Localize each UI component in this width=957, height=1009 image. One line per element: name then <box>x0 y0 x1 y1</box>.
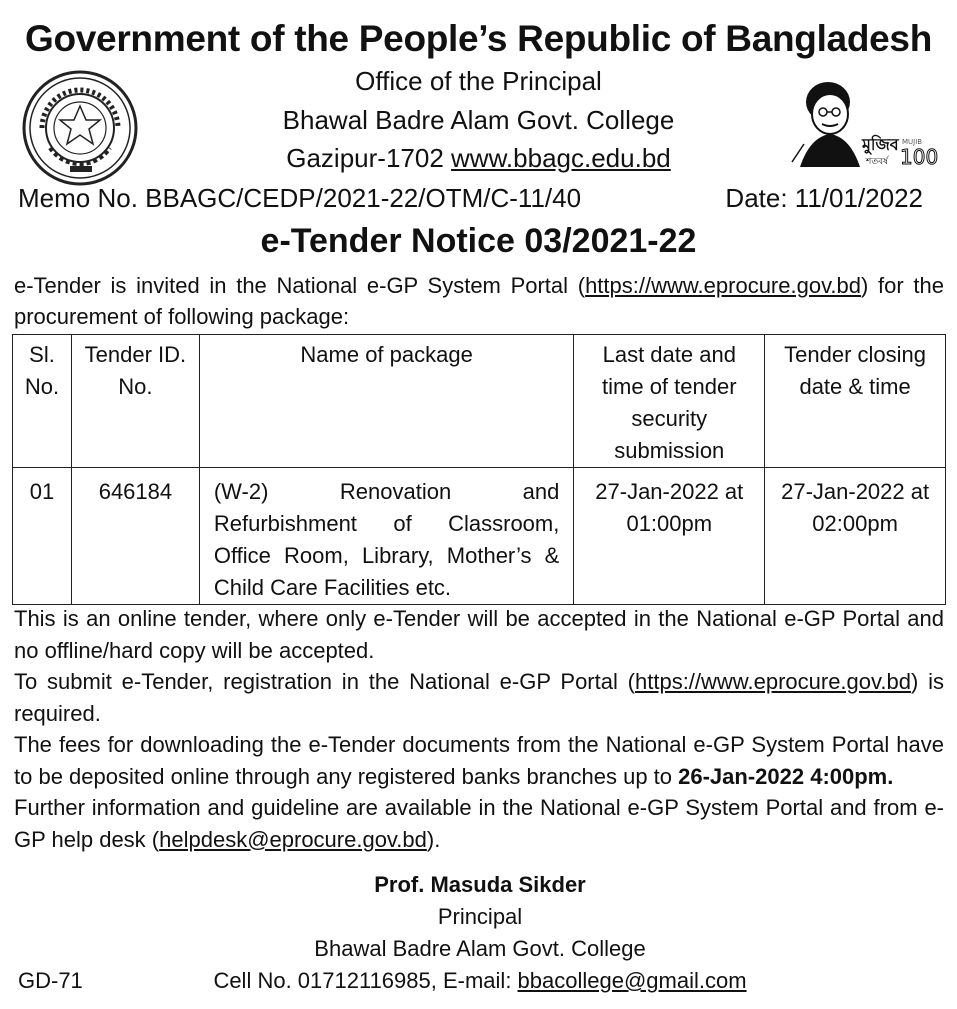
cell-last-date: 27-Jan-2022 at 01:00pm <box>574 468 765 605</box>
registration-paragraph <box>14 666 944 729</box>
college-address <box>0 143 957 174</box>
intro-text-after: ) for the procurement of following package: <box>14 273 944 329</box>
contact-text: Cell No. 01712116985, E-mail: <box>213 968 518 993</box>
website-link[interactable]: www.bbagc.edu.bd <box>451 143 671 173</box>
government-title: Government of the People’s Republic of Bangladesh <box>24 18 932 59</box>
signatory-title: Principal <box>437 904 523 929</box>
signatory-contact <box>160 968 800 994</box>
cell-package: (W-2) Renovation and Refurbishment of Classroom, Office Room, Library, Mother’s & Child Care Facilities etc. <box>199 468 574 605</box>
eprocure-link[interactable]: https://www.eprocure.gov.bd <box>585 273 862 298</box>
intro-paragraph <box>14 270 944 332</box>
table-header-row <box>13 335 946 468</box>
header-package: Name of package <box>199 335 574 468</box>
svg-text:100: 100 <box>900 145 939 169</box>
svg-text:শতবর্ষ: শতবর্ষ <box>866 157 889 167</box>
intro-text-before: e-Tender is invited in the National e-GP System Portal ( <box>14 273 586 298</box>
helpdesk-email-link[interactable]: helpdesk@eprocure.gov.bd <box>159 826 427 852</box>
fees-text: The fees for downloading the e-Tender documents from the National e-GP System Portal have to be deposited online through any registered banks branches up to <box>14 732 944 789</box>
notice-title: e-Tender Notice 03/2021-22 <box>260 222 697 260</box>
gd-code: GD-71 <box>18 968 83 993</box>
contact-email-link[interactable]: bbacollege@gmail.com <box>517 968 747 993</box>
signatory-name: Prof. Masuda Sikder <box>374 872 586 897</box>
registration-text-before: To submit e-Tender, registration in the National e-GP Portal ( <box>14 669 635 694</box>
header-tender-id: Tender ID. No. <box>71 335 199 468</box>
helpdesk-text-before: Further information and guideline are available in the National e-GP System Portal and from e-GP help desk ( <box>14 795 944 852</box>
fees-deadline: 26-Jan-2022 4:00pm. <box>678 763 894 789</box>
header-sl: Sl. No. <box>13 335 72 468</box>
notice-date: Date: 11/01/2022 <box>725 183 923 213</box>
office-name: Office of the Principal <box>355 66 602 96</box>
memo-number: Memo No. BBAGC/CEDP/2021-22/OTM/C-11/40 <box>18 183 582 213</box>
header-closing-date: Tender closing date & time <box>765 335 946 468</box>
cell-sl: 01 <box>13 468 72 605</box>
online-tender-paragraph: This is an online tender, where only e-Tender will be accepted in the National e-GP Portal and no offline/hard copy will be accepted. <box>14 606 944 663</box>
cell-closing-date: 27-Jan-2022 at 02:00pm <box>765 468 946 605</box>
svg-text:মুজিব: মুজিব <box>862 135 899 154</box>
registration-text-after: ) is required. <box>14 669 944 726</box>
cell-tender-id: 646184 <box>71 468 199 605</box>
tender-table <box>12 334 946 605</box>
address-text: Gazipur-1702 <box>286 143 444 173</box>
helpdesk-text-after: ). <box>426 826 441 852</box>
helpdesk-paragraph <box>14 792 944 855</box>
header-last-date: Last date and time of tender security submission <box>574 335 765 468</box>
registration-link[interactable]: https://www.eprocure.gov.bd <box>635 669 911 694</box>
notice-body <box>14 603 944 855</box>
signatory-college: Bhawal Badre Alam Govt. College <box>314 936 646 961</box>
table-row <box>13 468 946 605</box>
svg-text:MUJIB: MUJIB <box>902 138 923 146</box>
fees-paragraph <box>14 729 944 792</box>
college-name: Bhawal Badre Alam Govt. College <box>282 105 675 135</box>
